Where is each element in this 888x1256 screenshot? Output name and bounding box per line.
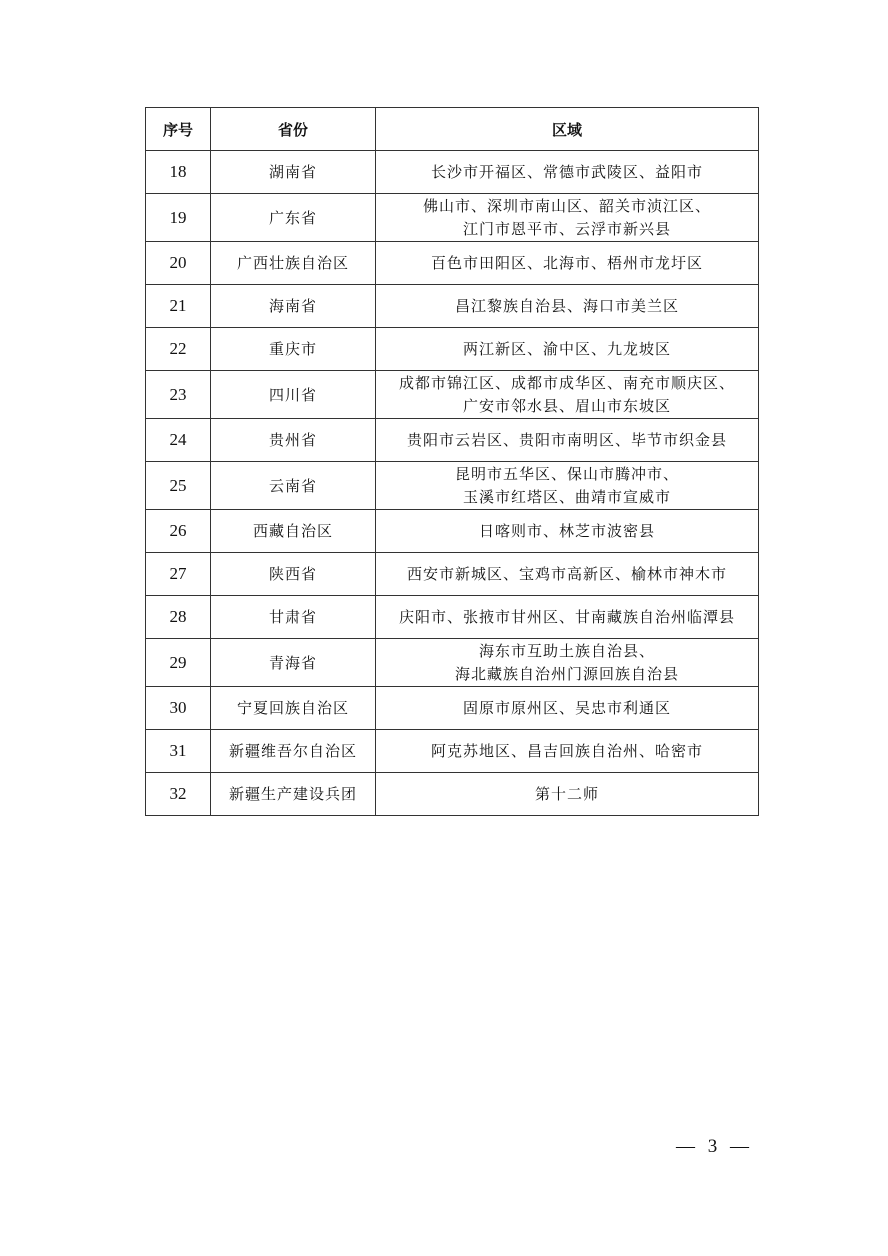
row-province: 西藏自治区 (211, 510, 376, 553)
row-region: 阿克苏地区、昌吉回族自治州、哈密市 (376, 730, 759, 773)
row-province: 青海省 (211, 639, 376, 687)
row-region: 海东市互助土族自治县、 海北藏族自治州门源回族自治县 (376, 639, 759, 687)
row-province: 重庆市 (211, 328, 376, 371)
row-index: 27 (146, 553, 211, 596)
header-index: 序号 (146, 108, 211, 151)
table-row (146, 151, 759, 194)
row-region: 贵阳市云岩区、贵阳市南明区、毕节市织金县 (376, 419, 759, 462)
row-province: 新疆生产建设兵团 (211, 773, 376, 816)
row-index: 21 (146, 285, 211, 328)
row-index: 23 (146, 371, 211, 419)
row-province: 广东省 (211, 194, 376, 242)
table-row (146, 639, 759, 687)
row-province: 新疆维吾尔自治区 (211, 730, 376, 773)
row-region: 百色市田阳区、北海市、梧州市龙圩区 (376, 242, 759, 285)
header-region: 区域 (376, 108, 759, 151)
row-region: 两江新区、渝中区、九龙坡区 (376, 328, 759, 371)
row-region: 长沙市开福区、常德市武陵区、益阳市 (376, 151, 759, 194)
row-region: 成都市锦江区、成都市成华区、南充市顺庆区、 广安市邻水县、眉山市东坡区 (376, 371, 759, 419)
table-row (146, 596, 759, 639)
table-row (146, 328, 759, 371)
row-province: 陕西省 (211, 553, 376, 596)
table-row (146, 553, 759, 596)
row-index: 29 (146, 639, 211, 687)
row-province: 甘肃省 (211, 596, 376, 639)
row-index: 28 (146, 596, 211, 639)
table-row (146, 371, 759, 419)
table-row (146, 194, 759, 242)
row-region: 日喀则市、林芝市波密县 (376, 510, 759, 553)
row-province: 贵州省 (211, 419, 376, 462)
table-row (146, 773, 759, 816)
row-province: 云南省 (211, 462, 376, 510)
table-row (146, 419, 759, 462)
row-index: 25 (146, 462, 211, 510)
table-row (146, 730, 759, 773)
row-province: 湖南省 (211, 151, 376, 194)
row-index: 24 (146, 419, 211, 462)
table-row (146, 510, 759, 553)
row-index: 31 (146, 730, 211, 773)
row-region: 佛山市、深圳市南山区、韶关市浈江区、 江门市恩平市、云浮市新兴县 (376, 194, 759, 242)
page-number: — 3 — (676, 1136, 753, 1157)
table-header-row (146, 108, 759, 151)
row-province: 广西壮族自治区 (211, 242, 376, 285)
row-index: 18 (146, 151, 211, 194)
table-row (146, 242, 759, 285)
row-index: 26 (146, 510, 211, 553)
row-region: 庆阳市、张掖市甘州区、甘南藏族自治州临潭县 (376, 596, 759, 639)
row-index: 32 (146, 773, 211, 816)
table-row (146, 285, 759, 328)
row-index: 19 (146, 194, 211, 242)
row-index: 30 (146, 687, 211, 730)
table-row (146, 462, 759, 510)
row-region: 昆明市五华区、保山市腾冲市、 玉溪市红塔区、曲靖市宣威市 (376, 462, 759, 510)
row-index: 20 (146, 242, 211, 285)
row-index: 22 (146, 328, 211, 371)
row-region: 固原市原州区、吴忠市利通区 (376, 687, 759, 730)
region-table (145, 107, 759, 816)
row-province: 四川省 (211, 371, 376, 419)
header-province: 省份 (211, 108, 376, 151)
table-row (146, 687, 759, 730)
row-region: 西安市新城区、宝鸡市高新区、榆林市神木市 (376, 553, 759, 596)
row-region: 第十二师 (376, 773, 759, 816)
row-province: 海南省 (211, 285, 376, 328)
row-region: 昌江黎族自治县、海口市美兰区 (376, 285, 759, 328)
row-province: 宁夏回族自治区 (211, 687, 376, 730)
